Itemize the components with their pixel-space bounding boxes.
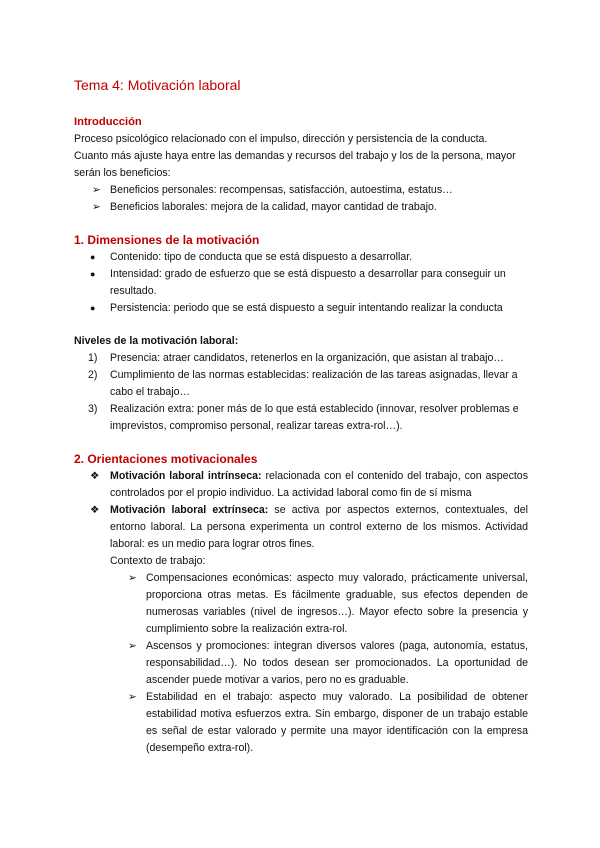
intro-line-1: Proceso psicológico relacionado con el impulso, dirección y persistencia de la conducta.: [74, 133, 488, 145]
list-item: ➢ Ascensos y promociones: integran diversos valores (paga, autonomía, estatus, responsabilidad…). No todos desean ser promocionados. La oportunidad de ascender puede motivar a varios, pero no es graduable.: [128, 640, 528, 686]
context-list: [74, 570, 528, 757]
list-item: ● Intensidad: grado de esfuerzo que se está dispuesto a desarrollar para conseguir un resultado.: [90, 268, 506, 297]
list-item: ➢ Estabilidad en el trabajo: aspecto muy valorado. La posibilidad de obtener estabilidad motiva esfuerzos extra. Sin embargo, disponer de un trabajo estable es señal de estar valorado y permite una mayor identificación con la empresa (desempeño extra-rol).: [128, 691, 528, 754]
list-item: 3) Realización extra: poner más de lo que está establecido (innovar, resolver problemas e imprevistos, compromiso personal, realizar tareas extra-rol…).: [88, 403, 519, 432]
diamond-bullet-icon: ❖: [90, 470, 100, 482]
list-item: ● Persistencia: periodo que se está dispuesto a seguir intentando realizar la conducta: [74, 300, 528, 317]
dot-bullet-icon: ●: [90, 303, 96, 313]
dimensions-list: [74, 249, 528, 317]
arrow-bullet-icon: ➢: [128, 640, 137, 652]
levels-list: [74, 350, 528, 435]
levels-heading: Niveles de la motivación laboral:: [74, 335, 239, 347]
list-item: ➢ Compensaciones económicas: aspecto muy valorado, prácticamente universal, proporciona otras metas. Es fácilmente graduable, sus efectos dependen de numerosas variables (nivel de ingresos…). Mayor efecto sobre la presencia y cumplimiento sobre la realización extra-rol.: [128, 572, 528, 635]
orientations-list: [74, 468, 528, 553]
list-item: ❖ Motivación laboral intrínseca: relacionada con el contenido del trabajo, con aspectos controlados por el propio individuo. La actividad laboral como fin de sí misma: [90, 470, 528, 499]
list-item: ➢ Beneficios personales: recompensas, satisfacción, autoestima, estatus…: [74, 182, 528, 199]
arrow-bullet-icon: ➢: [128, 572, 137, 584]
dimensions-heading: 1. Dimensiones de la motivación: [74, 233, 260, 247]
document-title: Tema 4: Motivación laboral: [74, 77, 241, 93]
dot-bullet-icon: ●: [90, 269, 96, 279]
intro-heading: Introducción: [74, 116, 142, 128]
arrow-bullet-icon: ➢: [92, 201, 101, 213]
list-item: 2) Cumplimiento de las normas establecidas: realización de las tareas asignadas, llevar a cabo el trabajo…: [88, 369, 518, 398]
arrow-bullet-icon: ➢: [92, 184, 101, 196]
dot-bullet-icon: ●: [90, 252, 96, 262]
list-item: ● Contenido: tipo de conducta que se está dispuesto a desarrollar.: [74, 249, 528, 266]
intro-benefits-list: [74, 182, 528, 216]
arrow-bullet-icon: ➢: [128, 691, 137, 703]
intrinsic-label: Motivación laboral intrínseca:: [110, 470, 262, 482]
diamond-bullet-icon: ❖: [90, 504, 100, 516]
list-item: ❖ Motivación laboral extrínseca: se activa por aspectos externos, contextuales, del entorno laboral. La persona experimenta un control externo de los mismos. Actividad laboral: es un medio para lograr otros fines.: [90, 504, 528, 550]
context-label: Contexto de trabajo:: [110, 555, 206, 567]
list-item: 1) Presencia: atraer candidatos, retenerlos en la organización, que asistan al trabajo…: [88, 352, 504, 364]
list-item: ➢ Beneficios laborales: mejora de la calidad, mayor cantidad de trabajo.: [74, 199, 528, 216]
extrinsic-label: Motivación laboral extrínseca:: [110, 504, 269, 516]
orientations-heading: 2. Orientaciones motivacionales: [74, 452, 258, 466]
intro-line-2: Cuanto más ajuste haya entre las demandas y recursos del trabajo y los de la persona, mayor serán los beneficios:: [74, 150, 516, 179]
